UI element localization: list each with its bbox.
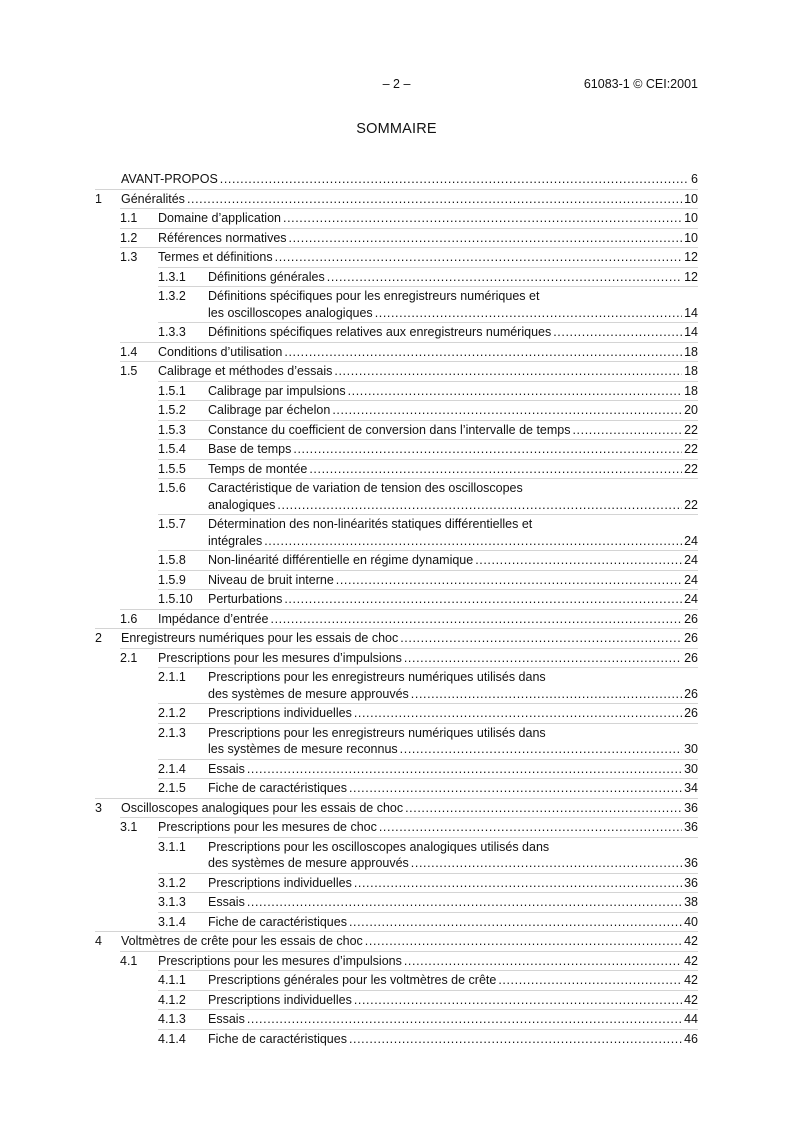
toc-page-number: 36 bbox=[684, 875, 698, 890]
divider bbox=[158, 837, 698, 838]
toc-entry-title: AVANT-PROPOS bbox=[121, 172, 218, 186]
dot-leader bbox=[289, 230, 683, 247]
dot-leader bbox=[327, 269, 682, 286]
toc-entry-title: Prescriptions pour les enregistreurs numériques utilisés dans bbox=[208, 670, 546, 684]
toc-page-number: 24 bbox=[684, 553, 698, 567]
toc-entry[interactable] bbox=[95, 402, 698, 419]
divider bbox=[158, 286, 698, 287]
divider bbox=[158, 322, 698, 323]
divider bbox=[158, 381, 698, 382]
dot-leader bbox=[220, 171, 689, 188]
toc-page-number: 14 bbox=[684, 305, 698, 320]
toc-entry[interactable] bbox=[95, 324, 698, 341]
toc-entry-title: des systèmes de mesure approuvés bbox=[208, 856, 409, 870]
toc-entry-number: 4.1.4 bbox=[158, 1031, 186, 1046]
toc-entry-number: 1.5.4 bbox=[158, 442, 186, 456]
toc-entry-number: 3 bbox=[95, 800, 102, 815]
toc-page-number: 22 bbox=[684, 461, 698, 476]
divider bbox=[95, 798, 698, 799]
dot-leader bbox=[354, 705, 682, 722]
toc-entry-number: 1.5.9 bbox=[158, 572, 186, 587]
toc-entry-title: Constance du coefficient de conversion dans l’intervalle de temps bbox=[208, 422, 571, 437]
toc-entry[interactable] bbox=[95, 780, 698, 797]
toc-entry[interactable] bbox=[95, 516, 698, 549]
divider bbox=[158, 759, 698, 760]
divider bbox=[158, 667, 698, 668]
toc-entry-title: Oscilloscopes analogiques pour les essais de choc bbox=[121, 800, 404, 815]
toc-entry-title: Calibrage par impulsions bbox=[208, 383, 346, 398]
divider bbox=[120, 247, 698, 248]
dot-leader bbox=[379, 819, 682, 836]
toc-page-number: 14 bbox=[684, 325, 698, 339]
toc-entry[interactable] bbox=[95, 441, 698, 458]
toc-entry-number: 1 bbox=[95, 191, 102, 206]
dot-leader bbox=[405, 800, 682, 817]
toc-entry-number: 4.1.2 bbox=[158, 992, 186, 1007]
toc-entry[interactable] bbox=[95, 705, 698, 722]
toc-entry[interactable] bbox=[95, 1031, 698, 1048]
toc-entry-title: Prescriptions individuelles bbox=[208, 875, 352, 890]
toc-entry-number bbox=[95, 171, 121, 188]
toc-entry-title: Conditions d’utilisation bbox=[158, 344, 283, 359]
toc-entry[interactable] bbox=[95, 422, 698, 439]
toc-entry-title: Caractéristique de variation de tension des oscilloscopes bbox=[208, 481, 523, 495]
toc-entry[interactable] bbox=[95, 761, 698, 778]
dot-leader bbox=[283, 210, 682, 227]
divider bbox=[158, 267, 698, 268]
dot-leader bbox=[247, 1011, 682, 1028]
toc-entry[interactable] bbox=[95, 800, 698, 817]
toc-entry-number: 1.4 bbox=[120, 344, 138, 359]
toc-entry-title: Généralités bbox=[121, 191, 185, 206]
toc-entry-number: 1.1 bbox=[120, 211, 138, 225]
toc-page-number: 22 bbox=[684, 442, 698, 456]
dot-leader bbox=[411, 855, 682, 872]
toc-entry-title: Prescriptions pour les enregistreurs numériques utilisés dans bbox=[208, 725, 546, 740]
divider bbox=[158, 778, 698, 779]
toc-page-number: 38 bbox=[684, 895, 698, 909]
toc-entry-number: 2.1.1 bbox=[158, 670, 186, 684]
toc-page-number: 24 bbox=[684, 572, 698, 587]
toc-page-number: 22 bbox=[684, 497, 698, 512]
toc-entry-title: Prescriptions pour les oscilloscopes analogiques utilisés dans bbox=[208, 839, 550, 854]
toc-page-number: 12 bbox=[684, 269, 698, 284]
toc-page-number: 10 bbox=[684, 191, 698, 206]
dot-leader bbox=[400, 630, 682, 647]
toc-entry[interactable] bbox=[95, 819, 698, 836]
toc-entry[interactable] bbox=[95, 171, 698, 188]
divider bbox=[158, 400, 698, 401]
divider bbox=[158, 589, 698, 590]
toc-entry-number: 2.1.3 bbox=[158, 725, 186, 740]
toc-entry-title: Termes et définitions bbox=[158, 250, 273, 264]
toc-entry-number: 1.5.7 bbox=[158, 517, 186, 531]
toc-entry-number: 1.2 bbox=[120, 230, 138, 245]
toc-page-number: 40 bbox=[684, 914, 698, 929]
toc-entry-number: 1.5.6 bbox=[158, 481, 186, 495]
divider bbox=[120, 208, 698, 209]
toc-page-number: 18 bbox=[684, 383, 698, 398]
toc-entry[interactable] bbox=[95, 552, 698, 569]
toc-entry-title: Fiche de caractéristiques bbox=[208, 914, 347, 929]
toc-entry-number: 1.3 bbox=[120, 250, 138, 264]
toc-entry[interactable] bbox=[95, 1011, 698, 1028]
toc-entry[interactable] bbox=[95, 591, 698, 608]
dot-leader bbox=[572, 422, 682, 439]
divider bbox=[158, 892, 698, 893]
toc-page-number: 36 bbox=[684, 820, 698, 834]
toc-page-number: 42 bbox=[684, 953, 698, 968]
toc-entry-number: 3.1.1 bbox=[158, 839, 186, 854]
dot-leader bbox=[404, 650, 682, 667]
toc-entry[interactable] bbox=[95, 344, 698, 361]
toc-entry-title: Base de temps bbox=[208, 442, 292, 456]
toc-entry-title: Prescriptions pour les mesures d’impulsions bbox=[158, 650, 402, 665]
toc-entry[interactable] bbox=[95, 210, 698, 227]
toc-page-number: 10 bbox=[684, 211, 698, 225]
dot-leader bbox=[404, 953, 682, 970]
toc-entry-number: 3.1.2 bbox=[158, 875, 186, 890]
toc-entry-title: Fiche de caractéristiques bbox=[208, 781, 347, 795]
toc-page-number: 44 bbox=[684, 1012, 698, 1026]
dot-leader bbox=[365, 933, 682, 950]
dot-leader bbox=[309, 461, 682, 478]
toc-page-number: 36 bbox=[684, 856, 698, 870]
toc-entry-title: Définitions générales bbox=[208, 269, 325, 284]
toc-page-number: 26 bbox=[684, 686, 698, 701]
toc-page-number: 6 bbox=[691, 172, 698, 186]
toc-entry-title: Domaine d’application bbox=[158, 211, 281, 225]
toc-page-number: 26 bbox=[684, 650, 698, 665]
dot-leader bbox=[354, 875, 682, 892]
toc-entry-number: 1.5.2 bbox=[158, 403, 186, 417]
divider bbox=[158, 478, 698, 479]
toc-entry[interactable] bbox=[95, 230, 698, 247]
divider bbox=[120, 342, 698, 343]
toc-page-number: 26 bbox=[684, 611, 698, 626]
dot-leader bbox=[247, 894, 682, 911]
toc-entry-title: Perturbations bbox=[208, 592, 283, 606]
toc-entry[interactable] bbox=[95, 572, 698, 589]
toc-entry-title: Prescriptions individuelles bbox=[208, 992, 352, 1007]
toc-page-number: 26 bbox=[684, 631, 698, 645]
dot-leader bbox=[271, 611, 683, 628]
toc-page-number: 26 bbox=[684, 706, 698, 720]
divider bbox=[158, 439, 698, 440]
toc-entry-title: intégrales bbox=[208, 533, 263, 548]
toc-entry[interactable] bbox=[95, 363, 698, 380]
toc-entry[interactable] bbox=[95, 630, 698, 647]
toc-entry[interactable] bbox=[95, 480, 698, 513]
toc-entry[interactable] bbox=[95, 249, 698, 266]
dot-leader bbox=[349, 780, 682, 797]
toc-page-number: 24 bbox=[684, 592, 698, 606]
divider bbox=[158, 420, 698, 421]
toc-entry-title: Prescriptions individuelles bbox=[208, 706, 352, 720]
toc-entry[interactable] bbox=[95, 611, 698, 628]
toc-page-number: 24 bbox=[684, 533, 698, 548]
toc-entry-title: Temps de montée bbox=[208, 461, 308, 476]
toc-entry[interactable] bbox=[95, 383, 698, 400]
toc-page-number: 10 bbox=[684, 230, 698, 245]
dot-leader bbox=[247, 761, 682, 778]
toc-page-number: 30 bbox=[684, 742, 698, 756]
toc-page-number: 36 bbox=[684, 800, 698, 815]
toc-entry[interactable] bbox=[95, 669, 698, 702]
toc-page-number: 46 bbox=[684, 1031, 698, 1046]
dot-leader bbox=[400, 741, 682, 758]
divider bbox=[120, 228, 698, 229]
toc-page-number: 20 bbox=[684, 403, 698, 417]
toc-entry-title: Niveau de bruit interne bbox=[208, 572, 334, 587]
divider bbox=[158, 723, 698, 724]
dot-leader bbox=[336, 572, 682, 589]
dot-leader bbox=[275, 249, 682, 266]
toc-page-number: 30 bbox=[684, 761, 698, 776]
toc-entry[interactable] bbox=[95, 288, 698, 321]
toc-entry-title: Essais bbox=[208, 761, 245, 776]
divider bbox=[158, 703, 698, 704]
toc-entry-title: des systèmes de mesure approuvés bbox=[208, 686, 409, 701]
toc-entry-title: analogiques bbox=[208, 497, 276, 512]
divider bbox=[120, 361, 698, 362]
toc-page-number: 42 bbox=[684, 934, 698, 948]
divider bbox=[95, 931, 698, 932]
toc-page-number: 18 bbox=[684, 344, 698, 359]
toc-entry-number: 1.5 bbox=[120, 364, 138, 378]
toc-entry-title: Définitions spécifiques relatives aux enregistreurs numériques bbox=[208, 325, 552, 339]
toc-entry-number: 4.1.1 bbox=[158, 973, 186, 987]
toc-entry-number: 1.5.5 bbox=[158, 461, 186, 476]
toc-entry-title: Voltmètres de crête pour les essais de choc bbox=[121, 934, 363, 948]
toc-page-number: 18 bbox=[684, 364, 698, 378]
toc-entry-number: 4 bbox=[95, 934, 102, 948]
dot-leader bbox=[293, 441, 682, 458]
divider bbox=[158, 1029, 698, 1030]
divider bbox=[158, 459, 698, 460]
dot-leader bbox=[277, 497, 682, 514]
toc-entry-title: Essais bbox=[208, 895, 245, 909]
toc-entry-number: 3.1 bbox=[120, 820, 138, 834]
toc-entry[interactable] bbox=[95, 269, 698, 286]
toc-entry-number: 1.5.3 bbox=[158, 422, 186, 437]
dot-leader bbox=[498, 972, 682, 989]
toc-entry-title: Prescriptions générales pour les voltmètres de crête bbox=[208, 973, 497, 987]
toc-page-number: 12 bbox=[684, 250, 698, 264]
toc-entry-number: 2.1.5 bbox=[158, 781, 186, 795]
toc-entry-number: 2 bbox=[95, 631, 102, 645]
toc-entry-number: 1.3.3 bbox=[158, 325, 186, 339]
dot-leader bbox=[349, 914, 682, 931]
toc-entry-number: 2.1.4 bbox=[158, 761, 186, 776]
page-title: SOMMAIRE bbox=[356, 121, 437, 137]
toc-entry[interactable] bbox=[95, 933, 698, 950]
toc-entry[interactable] bbox=[95, 972, 698, 989]
dot-leader bbox=[332, 402, 682, 419]
toc-entry-number: 3.1.4 bbox=[158, 914, 186, 929]
toc-entry[interactable] bbox=[95, 461, 698, 478]
toc-entry[interactable] bbox=[95, 191, 698, 208]
divider bbox=[158, 912, 698, 913]
toc-entry[interactable] bbox=[95, 650, 698, 667]
toc-page-number: 22 bbox=[684, 422, 698, 437]
divider bbox=[158, 1009, 698, 1010]
toc-entry-number: 1.5.1 bbox=[158, 383, 186, 398]
toc-entry-number: 2.1.2 bbox=[158, 706, 186, 720]
divider bbox=[158, 970, 698, 971]
toc-entry-title: Détermination des non-linéarités statiques différentielles et bbox=[208, 517, 533, 531]
divider bbox=[158, 990, 698, 991]
toc-entry-title: Prescriptions pour les mesures de choc bbox=[158, 820, 377, 834]
divider bbox=[158, 514, 698, 515]
divider bbox=[120, 951, 698, 952]
toc-entry[interactable] bbox=[95, 875, 698, 892]
dot-leader bbox=[349, 1031, 682, 1048]
toc-entry[interactable] bbox=[95, 725, 698, 758]
toc-page-number: 42 bbox=[684, 973, 698, 987]
toc-entry-number: 1.5.8 bbox=[158, 553, 186, 567]
dot-leader bbox=[411, 686, 682, 703]
toc-entry-title: Références normatives bbox=[158, 230, 287, 245]
toc-entry[interactable] bbox=[95, 992, 698, 1009]
toc-entry-number: 1.6 bbox=[120, 611, 138, 626]
divider bbox=[158, 570, 698, 571]
toc-entry-number: 2.1 bbox=[120, 650, 138, 665]
toc-entry-title: Impédance d’entrée bbox=[158, 611, 269, 626]
toc-entry-number: 4.1.3 bbox=[158, 1012, 186, 1026]
divider bbox=[120, 817, 698, 818]
dot-leader bbox=[354, 992, 682, 1009]
toc-entry-title: les oscilloscopes analogiques bbox=[208, 305, 373, 320]
toc-page-number: 34 bbox=[684, 781, 698, 795]
toc-entry-number: 1.5.10 bbox=[158, 592, 193, 606]
dot-leader bbox=[284, 591, 682, 608]
divider bbox=[158, 873, 698, 874]
dot-leader bbox=[187, 191, 682, 208]
toc-entry-number: 1.3.2 bbox=[158, 289, 186, 303]
toc-entry[interactable] bbox=[95, 894, 698, 911]
dot-leader bbox=[348, 383, 683, 400]
toc-entry-title: Essais bbox=[208, 1012, 245, 1026]
toc-entry-number: 3.1.3 bbox=[158, 895, 186, 909]
toc-entry-title: Définitions spécifiques pour les enregistreurs numériques et bbox=[208, 289, 540, 303]
dot-leader bbox=[264, 533, 682, 550]
page-number: – 2 – bbox=[382, 77, 411, 91]
dot-leader bbox=[334, 363, 682, 380]
toc-page-number: 42 bbox=[684, 992, 698, 1007]
toc-entry-number: 4.1 bbox=[120, 953, 138, 968]
toc-entry-number: 1.3.1 bbox=[158, 269, 186, 284]
dot-leader bbox=[553, 324, 682, 341]
toc-entry[interactable] bbox=[95, 953, 698, 970]
dot-leader bbox=[475, 552, 682, 569]
toc-entry[interactable] bbox=[95, 839, 698, 872]
toc-entry-title: Enregistreurs numériques pour les essais de choc bbox=[121, 631, 399, 645]
dot-leader bbox=[375, 305, 682, 322]
dot-leader bbox=[284, 344, 682, 361]
toc-entry-title: Non-linéarité différentielle en régime dynamique bbox=[208, 553, 474, 567]
table-of-contents bbox=[95, 171, 698, 1047]
toc-entry[interactable] bbox=[95, 914, 698, 931]
toc-entry-title: Calibrage et méthodes d’essais bbox=[158, 364, 333, 378]
divider bbox=[120, 648, 698, 649]
document-reference: 61083-1 © CEI:2001 bbox=[583, 77, 698, 91]
toc-entry-title: Prescriptions pour les mesures d’impulsions bbox=[158, 953, 402, 968]
divider bbox=[158, 550, 698, 551]
divider bbox=[120, 609, 698, 610]
divider bbox=[95, 628, 698, 629]
toc-entry-title: les systèmes de mesure reconnus bbox=[208, 742, 398, 756]
divider bbox=[95, 189, 698, 190]
toc-entry-title: Calibrage par échelon bbox=[208, 403, 331, 417]
toc-entry-title: Fiche de caractéristiques bbox=[208, 1031, 347, 1046]
